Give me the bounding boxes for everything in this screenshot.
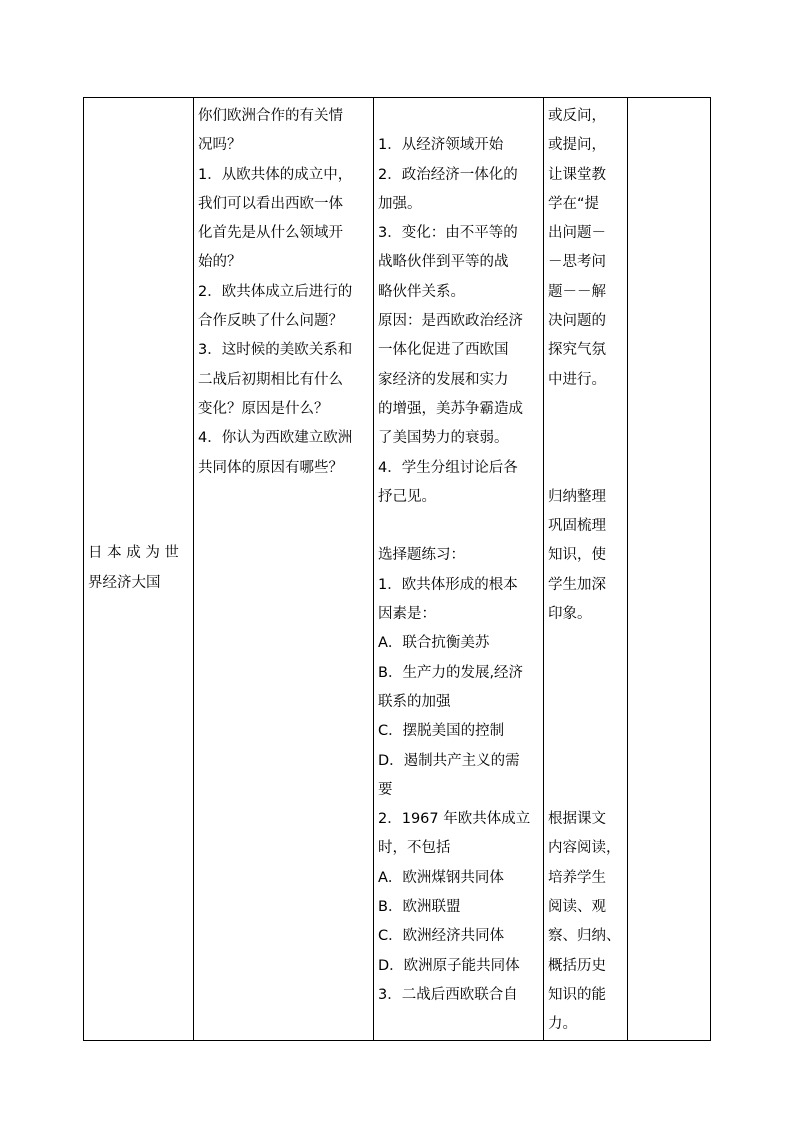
text-line: 始的？ xyxy=(198,254,242,271)
lesson-plan-table xyxy=(83,97,711,1041)
table-row xyxy=(84,98,711,1041)
text-line: 要 xyxy=(378,781,393,798)
text-line: 的增强，美苏争霸造成 xyxy=(378,400,523,417)
text-line: 学生加深 xyxy=(548,576,606,593)
text-line: 题－－解 xyxy=(548,283,606,300)
text-line: 培养学生 xyxy=(548,869,606,886)
text-line: 了美国势力的衰弱。 xyxy=(378,430,509,447)
text-line: 巩固梳理 xyxy=(548,518,606,535)
teacher-activity-text xyxy=(198,102,369,483)
text-line: 3．二战后西欧联合自 xyxy=(378,986,518,1003)
text-line xyxy=(548,688,623,717)
text-line xyxy=(548,659,623,688)
text-line: 知识，使 xyxy=(548,547,606,564)
text-line xyxy=(548,629,623,658)
text-line: C．欧洲经济共同体 xyxy=(378,928,505,945)
text-line: C．摆脱美国的控制 xyxy=(378,723,505,740)
text-line: B．欧洲联盟 xyxy=(378,899,461,916)
notes-cell xyxy=(628,98,711,1041)
text-line: 家经济的发展和实力 xyxy=(378,371,509,388)
text-line: 3．变化：由不平等的 xyxy=(378,225,518,242)
text-line: 归纳整理 xyxy=(548,488,606,505)
text-line: 或反问， xyxy=(548,108,606,124)
text-line: 1．从欧共体的成立中， xyxy=(198,166,353,183)
text-line: 学在“提 xyxy=(548,195,600,212)
text-line xyxy=(548,454,623,483)
text-line: 界经济大国 xyxy=(88,574,161,591)
text-line: 4．你认为西欧建立欧洲 xyxy=(198,430,353,447)
teacher-activity-cell xyxy=(194,98,374,1041)
text-line: 力。 xyxy=(548,1016,577,1033)
text-line xyxy=(378,102,539,131)
text-line: 一体化促进了西欧国 xyxy=(378,342,509,359)
text-line: 决问题的 xyxy=(548,313,606,330)
text-line: 概括历史 xyxy=(548,957,606,974)
text-line: 察、归纳、 xyxy=(548,928,621,945)
text-line: 共同体的原因有哪些？ xyxy=(198,459,343,476)
text-line xyxy=(548,717,623,746)
student-activity-text xyxy=(378,102,539,1010)
text-line: B．生产力的发展,经济 xyxy=(378,664,524,681)
text-line xyxy=(548,424,623,453)
text-line: 时，不包括 xyxy=(378,840,451,857)
text-line: 知识的能 xyxy=(548,986,606,1003)
text-line: 让课堂教 xyxy=(548,166,606,183)
design-intent-cell xyxy=(544,98,628,1041)
design-intent-text xyxy=(548,102,623,1040)
text-line xyxy=(548,776,623,805)
text-line: 抒己见。 xyxy=(378,488,436,505)
text-line: 根据课文 xyxy=(548,811,606,828)
text-line: 2．政治经济一体化的 xyxy=(378,166,518,183)
text-line: 选择题练习： xyxy=(378,547,465,564)
text-line: 阅读、观 xyxy=(548,899,606,916)
text-line: 略伙伴关系。 xyxy=(378,283,465,300)
text-line: 因素是： xyxy=(378,606,436,623)
text-line: 4．学生分组讨论后各 xyxy=(378,459,518,476)
text-line: 战略伙伴到平等的战 xyxy=(378,254,509,271)
text-line: 3．这时候的美欧关系和 xyxy=(198,342,353,359)
text-line: 或提问， xyxy=(548,137,606,154)
student-activity-cell xyxy=(374,98,544,1041)
text-line: 你们欧洲合作的有关情 xyxy=(198,108,343,124)
text-line: 况吗？ xyxy=(198,137,242,154)
text-line: 日 本 成 为 世 xyxy=(88,545,179,562)
text-line: 2．欧共体成立后进行的 xyxy=(198,283,353,300)
text-line: 内容阅读， xyxy=(548,840,621,857)
text-line: －思考问 xyxy=(548,254,606,271)
text-line xyxy=(378,512,539,541)
text-line: 原因：是西欧政治经济 xyxy=(378,313,523,330)
text-line: 2．1967 年欧共体成立 xyxy=(378,811,531,828)
text-line: 合作反映了什么问题？ xyxy=(198,313,343,330)
text-line: 加强。 xyxy=(378,195,422,212)
text-line: 探究气氛 xyxy=(548,342,606,359)
text-line: D．欧洲原子能共同体 xyxy=(378,957,520,974)
text-line: 中进行。 xyxy=(548,371,606,388)
text-line xyxy=(548,395,623,424)
text-line: 二战后初期相比有什么 xyxy=(198,371,343,388)
text-line: D．遏制共产主义的需 xyxy=(378,752,520,769)
text-line: 1．从经济领域开始 xyxy=(378,137,504,154)
text-line: 化首先是从什么领域开 xyxy=(198,225,343,242)
text-line: 1．欧共体形成的根本 xyxy=(378,576,518,593)
text-line xyxy=(548,747,623,776)
text-line: 变化？原因是什么？ xyxy=(198,400,329,417)
text-line: 印象。 xyxy=(548,606,592,623)
text-line: 我们可以看出西欧一体 xyxy=(198,195,343,212)
text-line: 联系的加强 xyxy=(378,693,451,710)
topic-text xyxy=(88,539,189,598)
text-line: 出问题－ xyxy=(548,225,606,242)
text-line: A．联合抗衡美苏 xyxy=(378,635,490,652)
text-line: A．欧洲煤钢共同体 xyxy=(378,869,504,886)
topic-cell xyxy=(84,98,194,1041)
